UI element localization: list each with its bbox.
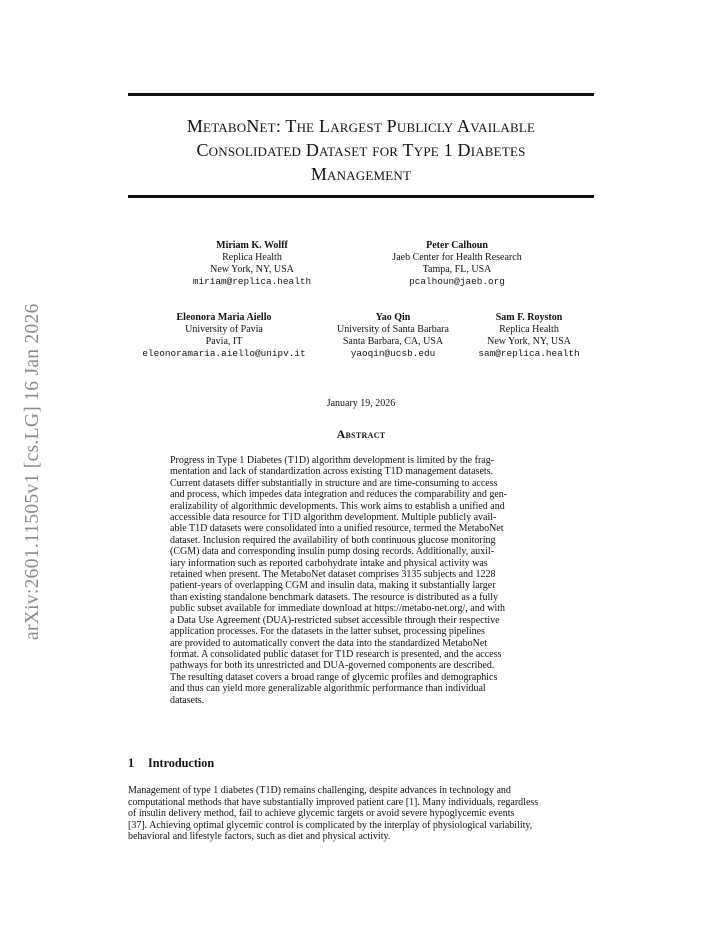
author-block — [193, 240, 311, 288]
abstract-line: datasets. — [170, 694, 205, 706]
abstract-line: Current datasets differ substantially in structure and are time-consuming to access — [170, 477, 498, 489]
author-email: miriam@replica.health — [192, 276, 312, 287]
abstract-line: public subset available for immediate download at https://metabo-net.org/, and with — [170, 603, 506, 615]
author-name: Peter Calhoun — [426, 240, 488, 251]
author-email: yaoqin@ucsb.edu — [350, 348, 436, 359]
abstract-line: iary information such as reported carbohydrate intake and physical activity was — [170, 557, 488, 569]
author-location: Tampa, FL, USA — [422, 264, 492, 275]
abstract-line: are provided to automatically convert the data into the standardized MetaboNet — [170, 637, 488, 649]
author-affiliation: University of Santa Barbara — [337, 324, 449, 335]
intro-line: [37]. Achieving optimal glycemic control is complicated by the interplay of physiological variability, — [128, 819, 533, 831]
section-heading — [128, 756, 214, 771]
author-affiliation: Jaeb Center for Health Research — [392, 252, 522, 263]
author-affiliation: Replica Health — [222, 252, 282, 263]
title-top-rule — [128, 93, 594, 96]
intro-line: behavioral and lifestyle factors, such as diet and physical activity. — [128, 831, 391, 843]
author-location: New York, NY, USA — [210, 264, 294, 275]
abstract-line: retained when present. The MetaboNet dataset comprises 3135 subjects and 1228 — [170, 569, 496, 581]
abstract-line: and thus can yield more generalizable algorithmic performance than individual — [170, 683, 486, 695]
abstract-line: dataset. Inclusion required the availability of both continuous glucose monitoring — [170, 534, 496, 546]
abstract-line: patient-years of overlapping CGM and insulin data, making it substantially larger — [170, 580, 496, 592]
abstract-line: eralizability of algorithmic developments. This work aims to establish a unified and — [170, 500, 505, 512]
section-title: Introduction — [148, 756, 215, 770]
author-block — [478, 312, 579, 360]
intro-line: of insulin delivery method, fail to achieve glycemic targets or avoid severe hypoglycemic events — [128, 808, 515, 820]
author-email: eleonoramaria.aiello@unipv.it — [142, 348, 306, 359]
author-affiliation: University of Pavia — [185, 324, 263, 335]
abstract-line: and process, which impedes data integration and reduces the comparability and gen- — [170, 489, 508, 501]
section-number: 1 — [128, 756, 135, 770]
abstract-line: Progress in Type 1 Diabetes (T1D) algorithm development is limited by the frag- — [170, 455, 495, 466]
abstract-body — [170, 455, 552, 706]
author-location: New York, NY, USA — [487, 336, 571, 347]
author-location: Santa Barbara, CA, USA — [342, 336, 444, 347]
abstract-line: (CGM) data and corresponding insulin pump dosing records. Additionally, auxil- — [170, 546, 495, 558]
title-bottom-rule — [128, 195, 594, 198]
intro-line: Management of type 1 diabetes (T1D) remains challenging, despite advances in technology and — [128, 785, 511, 796]
abstract-line: mentation and lack of standardization across existing T1D management datasets. — [170, 466, 494, 478]
abstract-heading: Abstract — [336, 427, 386, 441]
abstract-line: format. A consolidated public dataset for T1D research is presented, and the access — [170, 648, 502, 660]
abstract-line: than existing standalone benchmark datasets. The resource is distributed as a fully — [170, 591, 499, 603]
abstract-line: application processes. For the datasets in the latter subset, processing pipelines — [170, 626, 485, 638]
abstract-line: a Data Use Agreement (DUA)-restricted subset accessible through their respective — [170, 614, 500, 626]
intro-line: computational methods that have substantially improved patient care [1]. Many individuals, regardless — [128, 796, 539, 808]
author-name: Sam F. Royston — [495, 312, 563, 323]
paper-date: January 19, 2026 — [326, 398, 396, 409]
introduction-body — [128, 785, 594, 843]
author-block — [337, 312, 449, 360]
abstract-line: The resulting dataset covers a broad range of glycemic profiles and demographics — [170, 671, 498, 683]
title-line-2: Consolidated Dataset for Type 1 Diabetes — [196, 140, 526, 160]
author-block — [392, 240, 521, 288]
abstract-line: pathways for both its unrestricted and DUA-governed components are described. — [170, 660, 495, 672]
arxiv-side-label: arXiv:2601.11505v1 [cs.LG] 16 Jan 2026 — [22, 303, 43, 640]
author-name: Eleonora Maria Aiello — [176, 312, 272, 323]
title-line-1: MetaboNet: The Largest Publicly Available — [186, 116, 536, 136]
author-location: Pavia, IT — [205, 336, 243, 347]
author-affiliation: Replica Health — [499, 324, 559, 335]
author-name: Yao Qin — [375, 312, 411, 323]
abstract-line: able T1D datasets were consolidated into a unified resource, termed the MetaboNet — [170, 523, 504, 535]
author-email: pcalhoun@jaeb.org — [409, 276, 505, 287]
title-line-3: Management — [310, 164, 412, 184]
abstract-line: accessible data resource for T1D algorithm development. Multiple publicly avail- — [170, 512, 497, 524]
paper-title — [128, 114, 594, 186]
author-email: sam@replica.health — [478, 348, 580, 359]
author-name: Miriam K. Wolff — [216, 240, 288, 251]
author-block — [142, 312, 305, 360]
